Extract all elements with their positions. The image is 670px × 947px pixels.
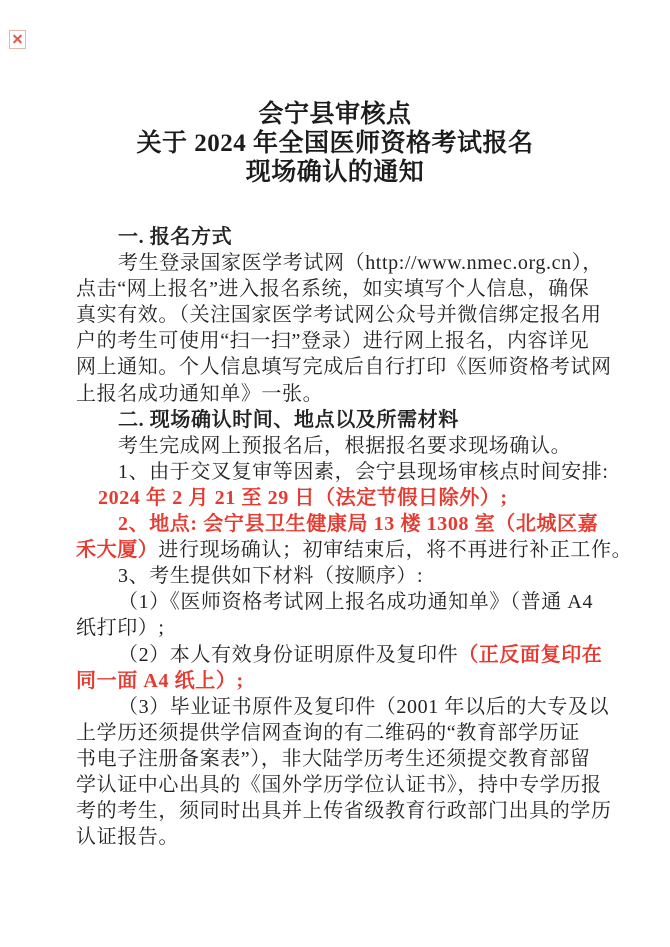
text-segment: （1）《医师资格考试网上报名成功通知单》（普通 A4 xyxy=(118,591,594,614)
text-segment: 考的考生，须同时出具并上传省级教育行政部门出具的学历 xyxy=(76,800,612,823)
text-line xyxy=(76,354,612,380)
text-segment: 3、考生提供如下材料（按顺序）: xyxy=(118,565,424,588)
text-line xyxy=(76,276,594,302)
text-line xyxy=(76,328,594,354)
text-segment: 二. 现场确认时间、地点以及所需材料 xyxy=(118,408,459,431)
document-title xyxy=(0,100,670,187)
title-line: 现场确认的通知 xyxy=(245,159,425,186)
text-segment: 上学历还须提供学信网查询的有二维码的“教育部学历证 xyxy=(76,721,580,744)
text-segment: （3）毕业证书原件及复印件（2001 年以后的大专及以 xyxy=(118,695,610,718)
text-line xyxy=(76,381,594,407)
text-line xyxy=(76,224,594,250)
text-segment: 同一面 A4 纸上）; xyxy=(76,669,244,692)
text-segment: 网上通知。个人信息填写完成后自行打印《医师资格考试网 xyxy=(76,356,612,379)
broken-image-icon xyxy=(9,30,26,49)
text-line xyxy=(76,433,594,459)
text-line xyxy=(76,511,599,537)
text-line xyxy=(76,407,594,433)
text-line xyxy=(76,589,594,615)
text-segment: 考生完成网上预报名后，根据报名要求现场确认。 xyxy=(118,434,572,457)
text-line xyxy=(76,563,594,589)
text-segment: 1、由于交叉复审等因素，会宁县现场审核点时间安排: xyxy=(118,460,609,483)
title-line: 关于 2024 年全国医师资格考试报名 xyxy=(136,130,534,157)
text-line xyxy=(76,824,594,850)
text-line xyxy=(76,537,633,563)
text-line xyxy=(76,642,603,668)
text-segment: 进行现场确认；初审结束后，将不再进行补正工作。 xyxy=(158,539,633,562)
text-segment: 真实有效。（关注国家医学考试网公众号并微信绑定报名用 xyxy=(76,304,602,327)
text-segment: 认证报告。 xyxy=(76,826,179,849)
text-line xyxy=(76,302,602,328)
text-segment: 书电子注册备案表”），非大陆学历考生还须提交教育部留 xyxy=(76,747,591,770)
text-segment: 2、地点: 会宁县卫生健康局 13 楼 1308 室（北城区嘉 xyxy=(118,513,599,536)
text-segment: 2024 年 2 月 21 至 29 日（法定节假日除外）; xyxy=(98,486,508,509)
text-segment: 考生登录国家医学考试网（http://www.nmec.org.cn）， xyxy=(118,252,603,275)
text-line xyxy=(76,720,594,746)
text-segment: 学认证中心出具的《国外学历学位认证书》，持中专学历报 xyxy=(76,773,602,796)
text-segment: 一. 报名方式 xyxy=(118,226,233,248)
text-segment: 纸打印）; xyxy=(76,617,165,640)
text-segment: 禾大厦） xyxy=(76,539,159,562)
text-segment: 上报名成功通知单》一张。 xyxy=(76,382,324,405)
text-line xyxy=(76,798,612,824)
text-line xyxy=(76,746,594,772)
text-line xyxy=(76,694,610,720)
text-line xyxy=(76,485,594,511)
text-line xyxy=(76,250,603,276)
text-line xyxy=(76,772,602,798)
text-line xyxy=(76,615,594,641)
body-text xyxy=(76,224,633,850)
text-segment: （正反面复印在 xyxy=(458,643,603,666)
title-line: 会宁县审核点 xyxy=(258,101,412,128)
text-line xyxy=(76,459,609,485)
text-segment: 户的考生可使用“扫一扫”登录）进行网上报名，内容详见 xyxy=(76,330,590,353)
text-segment: 点击“网上报名”进入报名系统，如实填写个人信息，确保 xyxy=(76,278,590,301)
text-segment: （2）本人有效身份证明原件及复印件 xyxy=(118,643,459,666)
text-line xyxy=(76,668,594,694)
